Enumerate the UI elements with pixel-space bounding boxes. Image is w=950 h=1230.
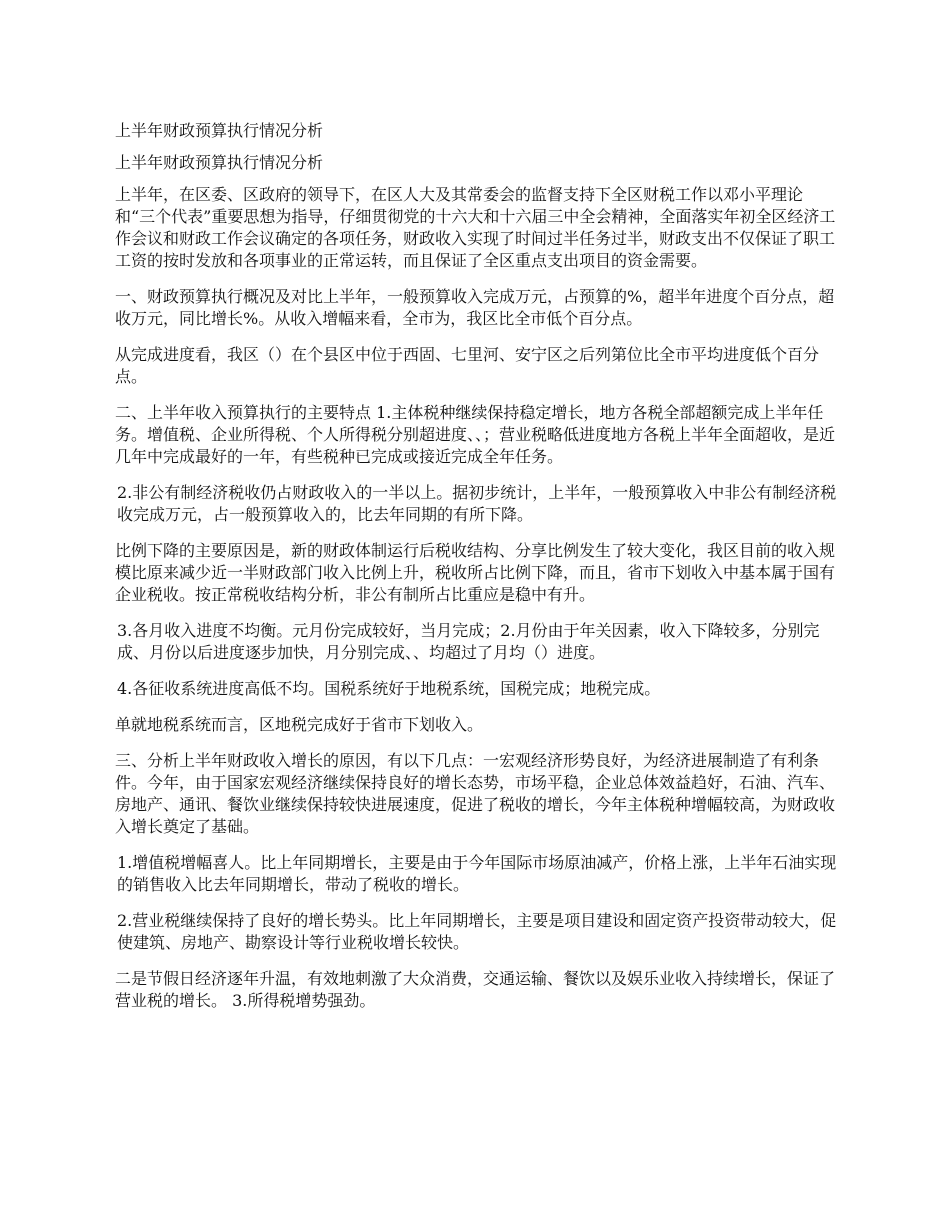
- paragraph-9: 单就地税系统而言，区地税完成好于省市下划收入。: [115, 715, 484, 734]
- paragraph-2: 一、财政预算执行概况及对比上半年，一般预算收入完成万元，占预算的%，超半年进度个百分点，超收万元，同比增长%。从收入增幅来看，全市为，我区比全市低个百分点。: [115, 287, 835, 328]
- document-subtitle: 上半年财政预算执行情况分析: [115, 153, 324, 172]
- paragraph-11: 1.增值税增幅喜人。比上年同期增长，主要是由于今年国际市场原油减产，价格上涨，上半年石油实现的销售收入比去年同期增长，带动了税收的增长。: [117, 853, 837, 894]
- paragraph-8: 4.各征收系统进度高低不均。国税系统好于地税系统，国税完成；地税完成。: [117, 679, 661, 698]
- paragraph-12: 2.营业税继续保持了良好的增长势头。比上年同期增长，主要是项目建设和固定资产投资带动较大，促使建筑、房地产、勘察设计等行业税收增长较快。: [117, 911, 837, 952]
- paragraph-13: 二是节假日经济逐年升温，有效地刺激了大众消费，交通运输、餐饮以及娱乐业收入持续增长，保证了营业税的增长。 3.所得税增势强劲。: [115, 969, 836, 1010]
- paragraph-5: 2.非公有制经济税收仍占财政收入的一半以上。据初步统计，上半年，一般预算收入中非公有制经济税收完成万元，占一般预算收入的，比去年同期的有所下降。: [117, 483, 837, 524]
- paragraph-3: 从完成进度看，我区（）在个县区中位于西固、七里河、安宁区之后列第位比全市平均进度低个百分点。: [115, 345, 820, 386]
- paragraph-10: 三、分析上半年财政收入增长的原因，有以下几点：一宏观经济形势良好，为经济进展制造了有利条件。今年，由于国家宏观经济继续保持良好的增长态势，市场平稳，企业总体效益趋好，石油、汽车、房地产、通讯、餐饮业继续保持较快进展速度，促进了税收的增长，今年主体税种增幅较高，为财政收入增长奠定了基础。: [115, 751, 836, 836]
- paragraph-1: 上半年，在区委、区政府的领导下，在区人大及其常委会的监督支持下全区财税工作以邓小平理论和“三个代表”重要思想为指导，仔细贯彻党的十六大和十六届三中全会精神，全面落实年初全区经济工作会议和财政工作会议确定的各项任务，财政收入实现了时间过半任务过半，财政支出不仅保证了职工工资的按时发放和各项事业的正常运转，而且保证了全区重点支出项目的资金需要。: [115, 185, 836, 270]
- paragraph-4: 二、上半年收入预算执行的主要特点 1.主体税种继续保持稳定增长，地方各税全部超额完成上半年任务。增值税、企业所得税、个人所得税分别超进度、、；营业税略低进度地方各税上半年全面超收，是近几年中完成最好的一年，有些税种已完成或接近完成全年任务。: [115, 403, 836, 466]
- document-page: [115, 120, 840, 1026]
- paragraph-7: 3.各月收入进度不均衡。元月份完成较好，当月完成；2.月份由于年关因素，收入下降较多，分别完成、月份以后进度逐步加快，月分别完成、、均超过了月均（）进度。: [117, 621, 820, 662]
- document-title: 上半年财政预算执行情况分析: [115, 121, 324, 140]
- paragraph-6: 比例下降的主要原因是，新的财政体制运行后税收结构、分享比例发生了较大变化，我区目前的收入规模比原来减少近一半财政部门收入比例上升，税收所占比例下降，而且，省市下划收入中基本属于国有企业税收。按正常税收结构分析，非公有制所占比重应是稳中有升。: [115, 541, 836, 604]
